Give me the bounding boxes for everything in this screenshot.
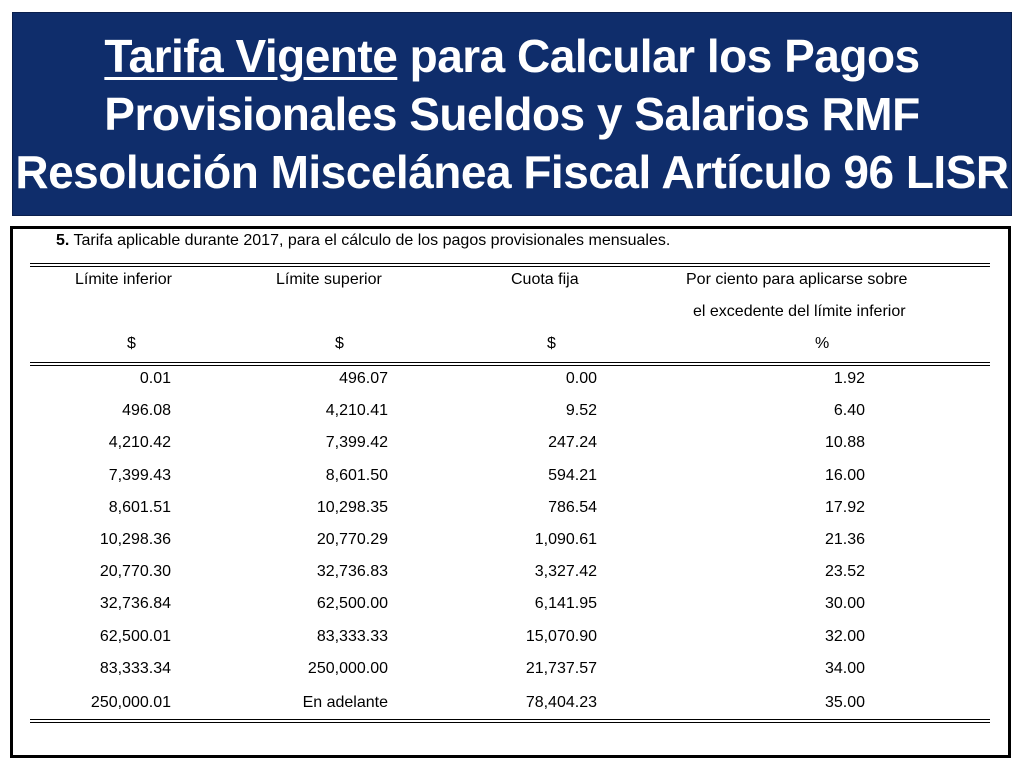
cell-limite-superior: 83,333.33 xyxy=(316,628,388,645)
cell-cuota-fija: 1,090.61 xyxy=(534,531,597,548)
cell-cuota-fija: 21,737.57 xyxy=(525,660,597,677)
header-bottom-rule-2 xyxy=(30,365,990,366)
cell-limite-superior: 62,500.00 xyxy=(316,595,388,612)
cell-porcentaje: 35.00 xyxy=(824,694,865,711)
unit-cuota: $ xyxy=(547,335,556,352)
unit-porcentaje: % xyxy=(815,335,830,352)
header-limite-superior: Límite superior xyxy=(276,271,382,288)
cell-cuota-fija: 247.24 xyxy=(548,434,597,451)
cell-porcentaje: 30.00 xyxy=(824,595,865,612)
caption-text: Tarifa aplicable durante 2017, para el cálculo de los pagos provisionales mensuales. xyxy=(69,232,671,249)
cell-cuota-fija: 3,327.42 xyxy=(534,563,597,580)
cell-limite-superior: 4,210.41 xyxy=(325,402,388,419)
cell-limite-inferior: 32,736.84 xyxy=(99,595,171,612)
unit-inferior: $ xyxy=(127,335,136,352)
cell-limite-superior: En adelante xyxy=(302,694,388,711)
cell-limite-inferior: 8,601.51 xyxy=(108,499,171,516)
cell-limite-inferior: 10,298.36 xyxy=(99,531,171,548)
table-bottom-rule xyxy=(30,719,990,720)
cell-porcentaje: 6.40 xyxy=(833,402,865,419)
cell-limite-inferior: 250,000.01 xyxy=(90,694,171,711)
cell-porcentaje: 17.92 xyxy=(824,499,865,516)
header-porcentaje-line2: el excedente del límite inferior xyxy=(693,303,906,320)
unit-superior: $ xyxy=(335,335,344,352)
caption-number: 5. xyxy=(56,232,70,249)
cell-cuota-fija: 594.21 xyxy=(548,467,597,484)
cell-limite-superior: 10,298.35 xyxy=(316,499,388,516)
title-line-1-rest: para Calcular los Pagos xyxy=(397,30,920,82)
cell-cuota-fija: 9.52 xyxy=(565,402,597,419)
title-underlined-text: Tarifa Vigente xyxy=(104,30,398,82)
header-limite-inferior: Límite inferior xyxy=(75,271,172,288)
cell-limite-superior: 7,399.42 xyxy=(325,434,388,451)
table-caption xyxy=(56,232,670,250)
header-porcentaje-line1: Por ciento para aplicarse sobre xyxy=(686,271,908,288)
title-banner xyxy=(12,12,1012,216)
cell-limite-superior: 250,000.00 xyxy=(307,660,388,677)
cell-limite-inferior: 20,770.30 xyxy=(99,563,171,580)
cell-porcentaje: 10.88 xyxy=(824,434,865,451)
cell-porcentaje: 1.92 xyxy=(833,370,865,387)
cell-cuota-fija: 78,404.23 xyxy=(525,694,597,711)
cell-cuota-fija: 0.00 xyxy=(565,370,597,387)
cell-cuota-fija: 786.54 xyxy=(548,499,597,516)
cell-limite-inferior: 7,399.43 xyxy=(108,467,171,484)
cell-limite-inferior: 0.01 xyxy=(139,370,171,387)
cell-limite-inferior: 83,333.34 xyxy=(99,660,171,677)
header-cuota-fija: Cuota fija xyxy=(511,271,579,288)
title-line-1 xyxy=(104,27,919,85)
cell-limite-superior: 8,601.50 xyxy=(325,467,388,484)
cell-limite-inferior: 496.08 xyxy=(122,402,171,419)
cell-limite-superior: 20,770.29 xyxy=(316,531,388,548)
cell-limite-inferior: 4,210.42 xyxy=(108,434,171,451)
cell-porcentaje: 34.00 xyxy=(824,660,865,677)
cell-limite-superior: 32,736.83 xyxy=(316,563,388,580)
header-top-rule xyxy=(30,263,990,264)
header-top-rule-2 xyxy=(30,266,990,267)
cell-porcentaje: 32.00 xyxy=(824,628,865,645)
table-bottom-rule-2 xyxy=(30,722,990,723)
title-line-2: Provisionales Sueldos y Salarios RMF xyxy=(104,88,920,140)
header-bottom-rule xyxy=(30,362,990,363)
cell-cuota-fija: 6,141.95 xyxy=(534,595,597,612)
cell-porcentaje: 23.52 xyxy=(824,563,865,580)
cell-limite-superior: 496.07 xyxy=(339,370,388,387)
cell-porcentaje: 21.36 xyxy=(824,531,865,548)
cell-porcentaje: 16.00 xyxy=(824,467,865,484)
title-line-3: Resolución Miscelánea Fiscal Artículo 96 LISR xyxy=(15,146,1009,198)
cell-cuota-fija: 15,070.90 xyxy=(525,628,597,645)
cell-limite-inferior: 62,500.01 xyxy=(99,628,171,645)
